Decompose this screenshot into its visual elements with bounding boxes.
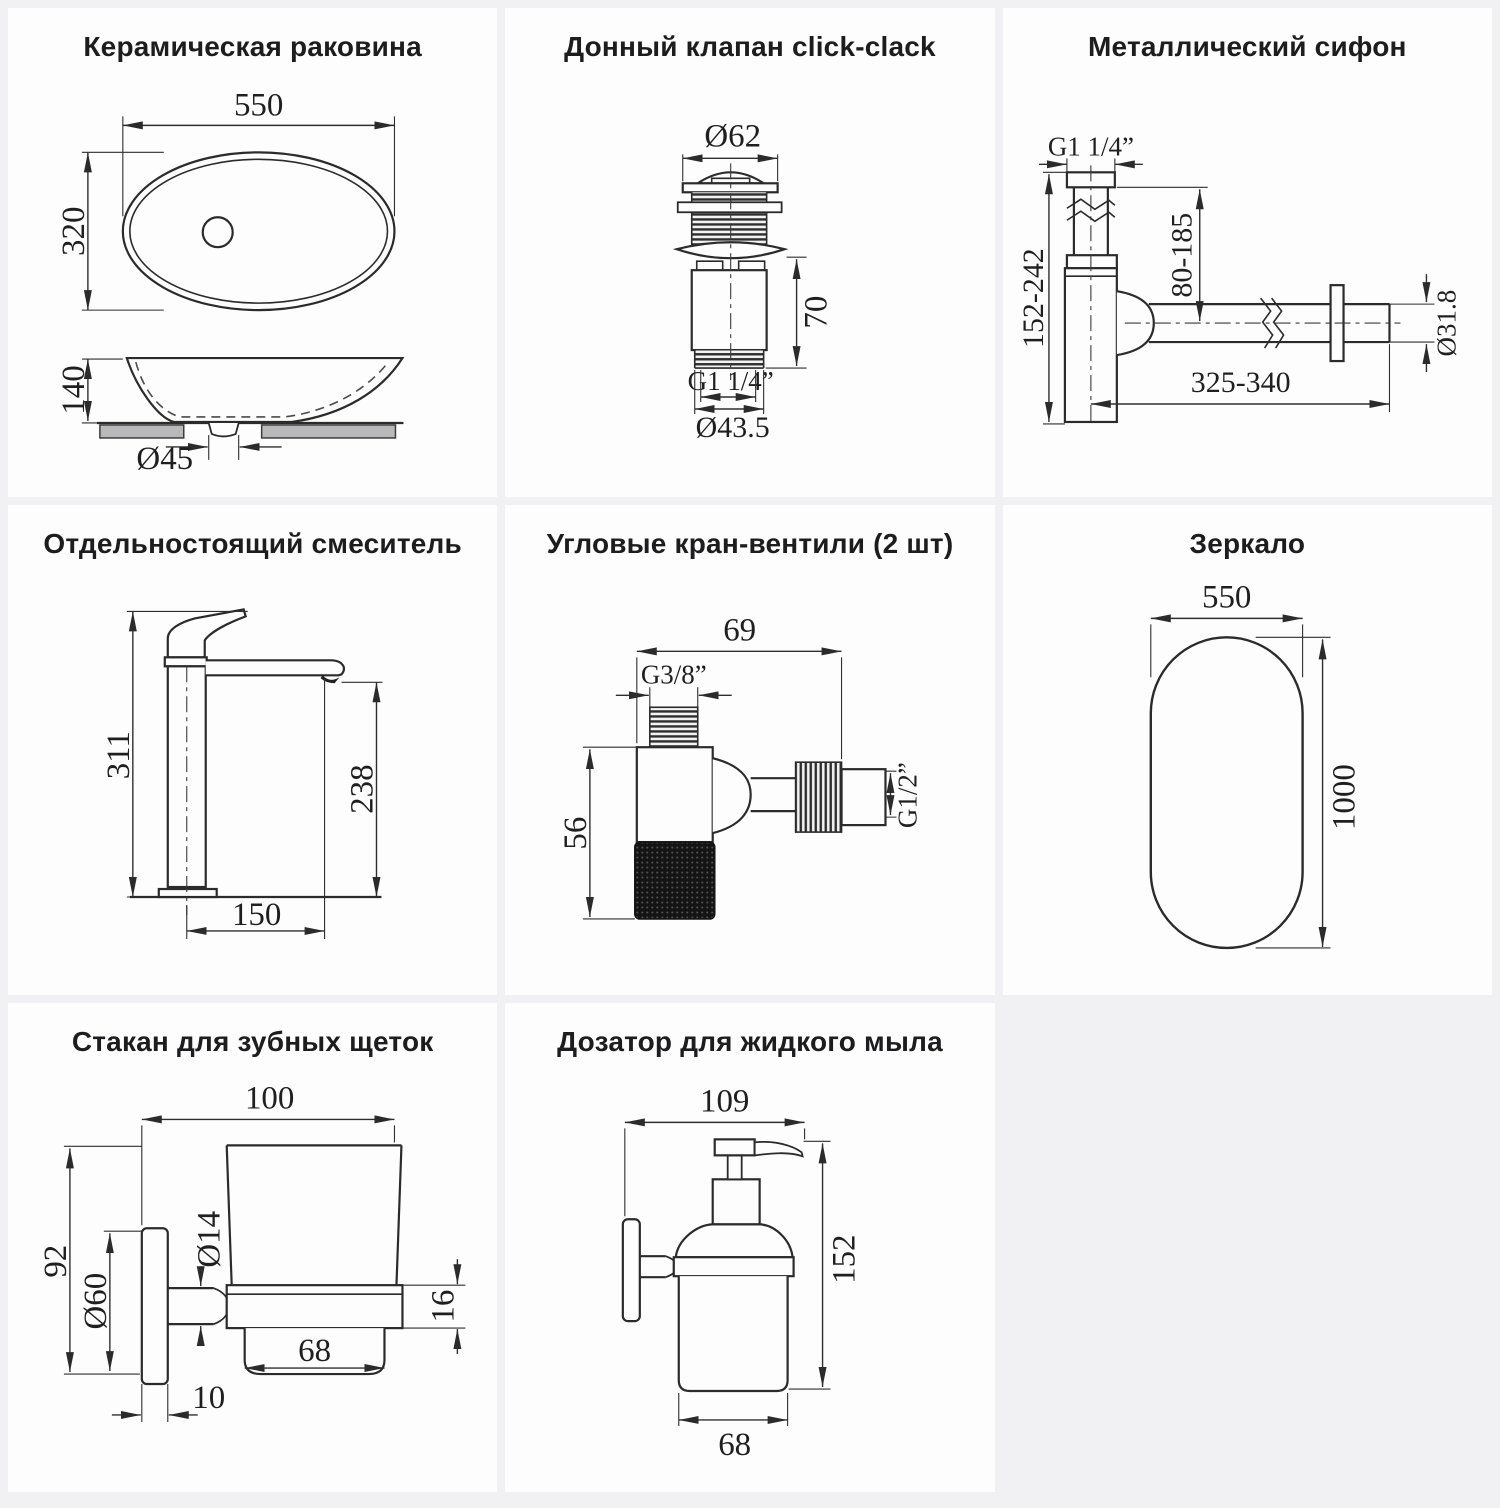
dimension-height bbox=[56, 359, 123, 423]
clamp-washer bbox=[678, 202, 782, 212]
panel-title: Дозатор для жидкого мыла bbox=[557, 1025, 943, 1057]
panel-ceramic-sink bbox=[8, 8, 497, 497]
dimension-plate-thickness bbox=[112, 1380, 225, 1422]
panel-title: Зеркало bbox=[1189, 528, 1306, 560]
valve-drawing bbox=[505, 68, 994, 497]
mixer-base bbox=[159, 889, 217, 897]
sink-depth-label: 320 bbox=[55, 206, 92, 256]
tail-diameter-label: Ø43.5 bbox=[696, 410, 771, 444]
plate-thickness-label: 10 bbox=[192, 1379, 226, 1416]
dimension-plate-diameter bbox=[78, 1231, 142, 1371]
dispenser-body bbox=[623, 1139, 803, 1391]
dimension-outlet-thread bbox=[886, 763, 923, 829]
sink-drain-label: Ø45 bbox=[136, 440, 194, 477]
glass-bottle bbox=[679, 1276, 788, 1391]
total-height-label: 311 bbox=[100, 731, 137, 780]
dimension-spout-height bbox=[342, 683, 383, 898]
mounting-pad-left bbox=[100, 425, 184, 438]
sink-width-label: 550 bbox=[233, 87, 284, 124]
holder-ring bbox=[674, 1257, 794, 1276]
dimension-ring-height bbox=[402, 1259, 465, 1354]
outlet-diameter-label: Ø31.8 bbox=[1431, 289, 1462, 357]
wall-plate bbox=[142, 1228, 168, 1384]
dimension-inlet-thread bbox=[616, 660, 732, 708]
dimension-height bbox=[38, 1146, 142, 1374]
angle-valve-drawing bbox=[505, 565, 994, 994]
dimension-drain bbox=[136, 435, 281, 477]
mixer-body bbox=[130, 610, 382, 916]
outlet-length-label: 325-340 bbox=[1190, 366, 1291, 400]
upper-thread bbox=[692, 192, 767, 245]
valve-body bbox=[677, 163, 785, 380]
panel-soap-dispenser bbox=[505, 1003, 994, 1492]
cup-width-label: 68 bbox=[298, 1332, 332, 1369]
mirror-width-label: 550 bbox=[1201, 579, 1252, 616]
holder-body bbox=[142, 1145, 403, 1384]
spout-height-label: 238 bbox=[344, 764, 381, 815]
soap-dispenser-drawing bbox=[505, 1063, 994, 1492]
tail-height-label: 70 bbox=[798, 295, 835, 329]
dimension-thread bbox=[688, 366, 774, 402]
dimension-height bbox=[558, 748, 637, 920]
cap-diameter-label: Ø62 bbox=[704, 118, 762, 155]
mirror-height-label: 1000 bbox=[1326, 764, 1363, 831]
dimension-depth bbox=[56, 152, 164, 310]
panel-pop-up-valve bbox=[505, 8, 994, 497]
mounting-pad-right bbox=[262, 425, 396, 438]
panel-title: Донный клапан click-clack bbox=[564, 31, 936, 62]
body-height-label: 152-242 bbox=[1016, 248, 1050, 349]
bottle-shoulder bbox=[676, 1224, 793, 1257]
pump-collar bbox=[713, 1179, 760, 1224]
inlet-thread-label: G3/8” bbox=[641, 659, 708, 690]
wall-plate bbox=[623, 1219, 640, 1321]
mixer-handle bbox=[168, 610, 246, 658]
panel-title: Стакан для зубных щеток bbox=[71, 1025, 434, 1057]
panel-metal-siphon bbox=[1003, 8, 1492, 497]
inlet-depth-label: 80-185 bbox=[1165, 212, 1199, 298]
panel-title: Угловые кран-вентили (2 шт) bbox=[546, 528, 954, 560]
thread-label: G1 1/4” bbox=[687, 366, 775, 397]
inlet-thread-section bbox=[650, 708, 698, 748]
knurled-handle bbox=[635, 842, 715, 919]
height-label: 92 bbox=[37, 1244, 74, 1278]
plate-diameter-label: Ø60 bbox=[77, 1272, 114, 1330]
width-label: 109 bbox=[700, 1083, 750, 1120]
sink-drawing bbox=[8, 68, 497, 497]
sink-height-label: 140 bbox=[55, 365, 92, 415]
drain-stub bbox=[209, 423, 239, 436]
spec-sheet-grid bbox=[8, 8, 1492, 1492]
dimension-body-height bbox=[1017, 172, 1067, 424]
aerator bbox=[321, 676, 340, 684]
valve-body bbox=[635, 708, 886, 920]
holder-ring bbox=[227, 1285, 403, 1328]
width-label: 100 bbox=[244, 1080, 295, 1117]
mirror-shape bbox=[1150, 638, 1302, 949]
dimension-pin-diameter bbox=[192, 1211, 228, 1346]
dimension-bottle-width bbox=[679, 1393, 788, 1463]
pump-spout bbox=[755, 1142, 803, 1156]
panel-angle-valves bbox=[505, 505, 994, 994]
panel-title: Отдельностоящий смеситель bbox=[43, 528, 462, 560]
inlet-thread-label: G1 1/4” bbox=[1047, 131, 1134, 162]
outlet-thread-section bbox=[796, 763, 842, 833]
length-label: 69 bbox=[723, 612, 757, 649]
mirror-drawing bbox=[1003, 565, 1492, 994]
dimension-width bbox=[142, 1080, 395, 1225]
sink-top-view bbox=[123, 152, 395, 310]
bottle-width-label: 68 bbox=[718, 1426, 752, 1463]
height-label: 56 bbox=[558, 816, 595, 850]
pin-diameter-label: Ø14 bbox=[191, 1210, 228, 1268]
outlet-thread-label: G1/2” bbox=[892, 762, 923, 829]
mixer-spout bbox=[206, 661, 344, 676]
sink-side-view bbox=[97, 358, 404, 438]
height-label: 152 bbox=[826, 1234, 863, 1284]
dimension-outlet-length bbox=[1091, 344, 1390, 412]
panel-toothbrush-holder bbox=[8, 1003, 497, 1492]
pump-stem bbox=[728, 1155, 742, 1179]
toothbrush-holder-drawing bbox=[8, 1063, 497, 1492]
panel-title: Керамическая раковина bbox=[83, 31, 422, 62]
dimension-tail-height bbox=[766, 257, 835, 368]
siphon-drawing bbox=[1003, 68, 1492, 497]
dimension-height bbox=[789, 1141, 863, 1389]
mixer-drawing bbox=[8, 565, 497, 994]
pump-head bbox=[715, 1139, 755, 1155]
panel-title: Металлический сифон bbox=[1088, 31, 1407, 62]
empty-cell bbox=[1003, 1003, 1492, 1492]
panel-freestanding-mixer bbox=[8, 505, 497, 994]
dimension-spout-reach bbox=[187, 679, 325, 940]
spout-reach-label: 150 bbox=[231, 897, 282, 934]
ring-height-label: 16 bbox=[425, 1289, 462, 1323]
panel-mirror bbox=[1003, 505, 1492, 994]
